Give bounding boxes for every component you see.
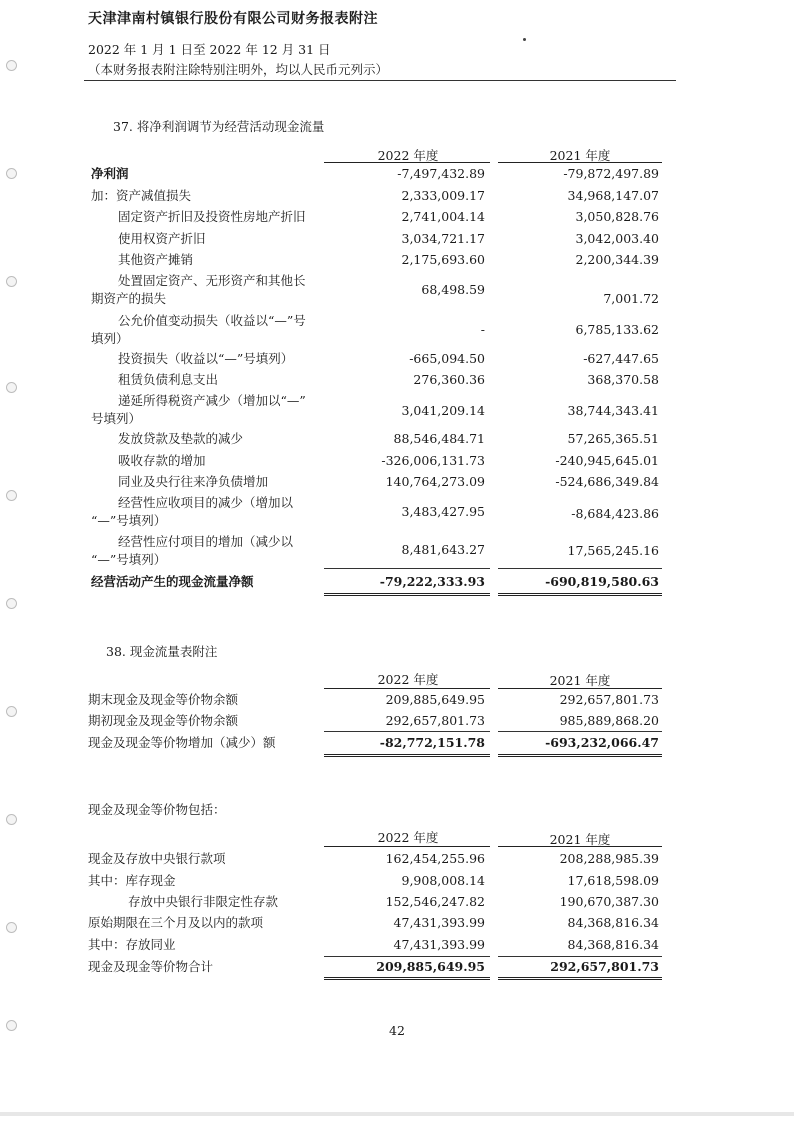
table-row [88, 370, 662, 390]
value-2022: -326,006,131.73 [381, 453, 485, 468]
subtotal-line [498, 731, 662, 732]
row-label: 其中：库存现金 [88, 873, 176, 888]
row-label-continued: 号填列） [91, 411, 142, 426]
value-2021: 2,200,344.39 [575, 252, 659, 267]
value-2021: -79,872,497.89 [563, 166, 659, 181]
total-double-line [498, 977, 662, 980]
header-rule [84, 80, 676, 81]
value-2021: 57,265,365.51 [567, 431, 659, 446]
report-title: 天津津南村镇银行股份有限公司财务报表附注 [88, 11, 378, 27]
table-row [88, 429, 662, 449]
row-label: 吸收存款的增加 [118, 453, 206, 468]
page-bottom-edge [0, 1112, 794, 1116]
row-label-continued: “—”号填列） [91, 552, 167, 567]
table-row [88, 164, 662, 184]
row-label: 现金及存放中央银行款项 [88, 851, 226, 866]
value-2022: 3,034,721.17 [401, 231, 485, 246]
row-label: 固定资产折旧及投资性房地产折旧 [118, 209, 306, 224]
table-row [88, 311, 662, 351]
row-label: 净利润 [91, 166, 129, 181]
row-label: 发放贷款及垫款的减少 [118, 431, 244, 446]
value-2021: 292,657,801.73 [559, 692, 659, 707]
table-row [88, 229, 662, 249]
value-2021: -627,447.65 [583, 351, 659, 366]
table-row [88, 349, 662, 369]
subtotal-line [324, 731, 490, 732]
binder-hole-icon [6, 276, 17, 287]
value-2022: 3,483,427.95 [401, 504, 485, 519]
value-2022: -82,772,151.78 [379, 735, 485, 750]
value-2021: 985,889,868.20 [559, 713, 659, 728]
row-label: 期末现金及现金等价物余额 [88, 692, 239, 707]
value-2022: -665,094.50 [409, 351, 485, 366]
table-row [88, 186, 662, 206]
row-label: 存放中央银行非限定性存款 [128, 894, 279, 909]
cash-equivalents-title: 现金及现金等价物包括： [88, 802, 226, 817]
table-row [88, 935, 662, 955]
value-2021: -8,684,423.86 [571, 506, 659, 521]
value-2022: 2,741,004.14 [401, 209, 485, 224]
value-2022: 292,657,801.73 [385, 713, 485, 728]
row-label-continued: “—”号填列） [91, 513, 167, 528]
table-row [88, 271, 662, 311]
row-label: 现金及现金等价物增加（减少）额 [88, 735, 276, 750]
subtotal-line [324, 568, 490, 569]
scan-speck [523, 38, 526, 41]
binder-hole-icon [6, 60, 17, 71]
section-38-header-line [498, 688, 662, 689]
value-2021: 7,001.72 [603, 291, 659, 306]
row-label: 同业及央行往来净负债增加 [118, 474, 269, 489]
row-label: 加：资产减值损失 [91, 188, 192, 203]
value-2022: - [480, 322, 485, 337]
table-row [88, 711, 662, 731]
value-2022: 47,431,393.99 [393, 937, 485, 952]
row-label: 现金及现金等价物合计 [88, 959, 214, 974]
section-38-title: 38. 现金流量表附注 [106, 644, 218, 659]
value-2022: 68,498.59 [421, 282, 485, 297]
total-double-line [324, 977, 490, 980]
value-2021: -690,819,580.63 [545, 574, 659, 589]
cash-header-line [324, 846, 490, 847]
row-label: 租赁负债利息支出 [118, 372, 219, 387]
value-2022: 152,546,247.82 [385, 894, 485, 909]
row-label: 经营活动产生的现金流量净额 [91, 574, 254, 589]
table-row [88, 391, 662, 431]
section-37-header-line [498, 162, 662, 163]
row-label-continued: 填列） [91, 331, 129, 346]
value-2021: -693,232,066.47 [545, 735, 659, 750]
value-2022: 88,546,484.71 [393, 431, 485, 446]
binder-hole-icon [6, 814, 17, 825]
row-label: 经营性应付项目的增加（减少以 [118, 534, 294, 549]
table-row-total [88, 572, 662, 592]
section-37-col-2021: 2021 年度 [549, 148, 611, 163]
value-2022: 209,885,649.95 [385, 692, 485, 707]
row-label: 公允价值变动损失（收益以“—”号 [118, 313, 306, 328]
table-row [88, 207, 662, 227]
value-2021: 34,968,147.07 [567, 188, 659, 203]
value-2021: 3,042,003.40 [575, 231, 659, 246]
total-double-line [324, 754, 490, 757]
value-2022: 140,764,273.09 [385, 474, 485, 489]
row-label: 其他资产摊销 [118, 252, 194, 267]
table-row [88, 532, 662, 572]
value-2021: 292,657,801.73 [550, 959, 659, 974]
table-row-total [88, 957, 662, 977]
value-2022: -7,497,432.89 [397, 166, 485, 181]
value-2022: 8,481,643.27 [401, 542, 485, 557]
row-label: 处置固定资产、无形资产和其他长 [118, 273, 306, 288]
page-number: 42 [389, 1023, 405, 1038]
binder-hole-icon [6, 922, 17, 933]
value-2022: 209,885,649.95 [376, 959, 485, 974]
report-currency-note: （本财务报表附注除特别注明外，均以人民币元列示） [88, 62, 389, 77]
total-double-line [498, 593, 662, 596]
value-2021: 84,368,816.34 [567, 937, 659, 952]
section-37-col-2022: 2022 年度 [377, 148, 439, 163]
cash-col-2022: 2022 年度 [377, 830, 439, 845]
value-2021: 368,370.58 [587, 372, 659, 387]
subtotal-line [498, 568, 662, 569]
section-37-title: 37. 将净利润调节为经营活动现金流量 [113, 119, 325, 134]
row-label: 投资损失（收益以“—”号填列） [118, 351, 294, 366]
row-label: 经营性应收项目的减少（增加以 [118, 495, 294, 510]
binder-hole-icon [6, 706, 17, 717]
value-2021: 84,368,816.34 [567, 915, 659, 930]
value-2022: 2,175,693.60 [401, 252, 485, 267]
binder-hole-icon [6, 382, 17, 393]
table-row [88, 493, 662, 533]
value-2022: 276,360.36 [413, 372, 485, 387]
row-label-continued: 期资产的损失 [91, 291, 167, 306]
value-2021: 208,288,985.39 [559, 851, 659, 866]
binder-hole-icon [6, 490, 17, 501]
row-label: 期初现金及现金等价物余额 [88, 713, 239, 728]
report-period: 2022 年 1 月 1 日至 2022 年 12 月 31 日 [88, 42, 331, 57]
cash-header-line [498, 846, 662, 847]
value-2022: 2,333,009.17 [401, 188, 485, 203]
table-row [88, 892, 662, 912]
table-row [88, 250, 662, 270]
table-row [88, 871, 662, 891]
section-38-col-2022: 2022 年度 [377, 672, 439, 687]
cash-col-2021: 2021 年度 [549, 832, 611, 847]
value-2021: 6,785,133.62 [575, 322, 659, 337]
row-label: 其中：存放同业 [88, 937, 176, 952]
total-double-line [498, 754, 662, 757]
table-row [88, 690, 662, 710]
table-row [88, 849, 662, 869]
table-row-total [88, 733, 662, 753]
value-2022: 47,431,393.99 [393, 915, 485, 930]
section-37-header-line [324, 162, 490, 163]
table-row [88, 451, 662, 471]
section-38-header-line [324, 688, 490, 689]
binder-hole-icon [6, 598, 17, 609]
value-2021: 17,618,598.09 [567, 873, 659, 888]
value-2021: 3,050,828.76 [575, 209, 659, 224]
value-2021: 190,670,387.30 [559, 894, 659, 909]
value-2021: 38,744,343.41 [567, 403, 659, 418]
value-2022: 162,454,255.96 [385, 851, 485, 866]
section-38-col-2021: 2021 年度 [549, 673, 611, 688]
row-label: 使用权资产折旧 [118, 231, 206, 246]
table-row [88, 913, 662, 933]
value-2021: 17,565,245.16 [567, 543, 659, 558]
value-2022: 3,041,209.14 [401, 403, 485, 418]
table-row [88, 472, 662, 492]
row-label: 原始期限在三个月及以内的款项 [88, 915, 264, 930]
value-2022: -79,222,333.93 [379, 574, 485, 589]
total-double-line [324, 593, 490, 596]
value-2021: -524,686,349.84 [555, 474, 659, 489]
binder-hole-icon [6, 168, 17, 179]
row-label: 递延所得税资产减少（增加以“—” [118, 393, 306, 408]
value-2022: 9,908,008.14 [401, 873, 485, 888]
value-2021: -240,945,645.01 [555, 453, 659, 468]
